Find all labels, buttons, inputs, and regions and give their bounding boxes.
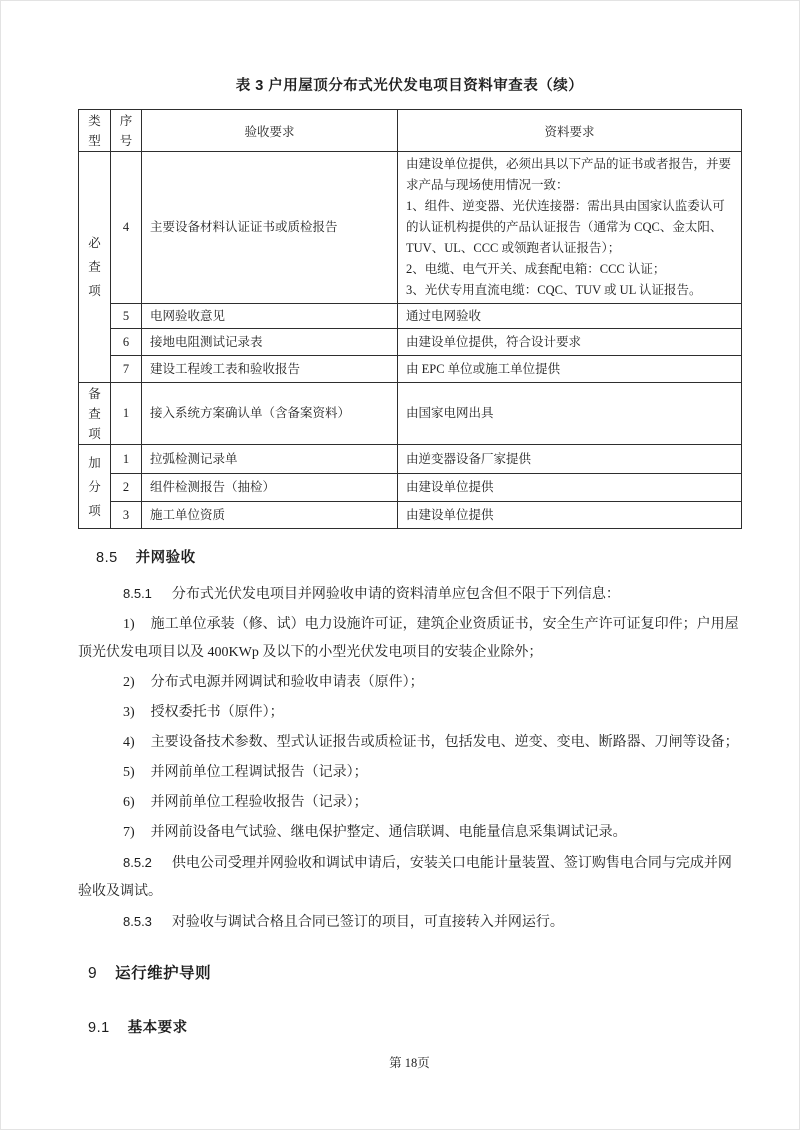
section-number: 9 (88, 965, 98, 982)
column-header-requirement: 验收要求 (142, 110, 398, 152)
clause-number: 8.5.3 (123, 914, 152, 929)
table-row (79, 304, 742, 329)
requirement-cell: 电网验收意见 (142, 304, 398, 329)
material-cell: 由逆变器设备厂家提供 (398, 445, 742, 474)
material-line: 2、电缆、电气开关、成套配电箱：CCC 认证； (406, 262, 666, 276)
seq-cell: 5 (111, 304, 142, 329)
list-item-6 (78, 789, 741, 817)
section-heading-8-5 (96, 546, 741, 567)
list-marker: 7) (123, 825, 135, 840)
section-heading-9-1 (88, 1016, 741, 1037)
seq-cell: 7 (111, 356, 142, 383)
seq-cell: 1 (111, 445, 142, 474)
table-row (79, 502, 742, 529)
clause-text: 分布式光伏发电项目并网验收申请的资料清单应包含但不限于下列信息： (171, 587, 620, 602)
material-line: 1、组件、逆变器、光伏连接器：需出具由国家认监委认可的认证机构提供的产品认证报告（通常为 CQC、金太阳、TUV、UL、CCC 或领跑者认证报告）； (406, 199, 725, 255)
table-row (79, 152, 742, 304)
list-marker: 5) (123, 765, 135, 780)
page-number: 第 18页 (389, 1056, 430, 1070)
list-text: 并网前设备电气试验、继电保护整定、通信联调、电能量信息采集调试记录。 (150, 825, 627, 840)
list-item-2 (78, 669, 741, 697)
paragraph-8-5-1 (78, 580, 741, 609)
list-item-5 (78, 759, 741, 787)
seq-cell: 4 (111, 152, 142, 304)
paragraph-8-5-3 (78, 908, 741, 937)
review-table (78, 109, 742, 529)
table-title: 表 3 户用屋顶分布式光伏发电项目资料审查表（续） (235, 78, 584, 94)
material-cell: 由建设单位提供 (398, 474, 742, 502)
list-item-3 (78, 699, 741, 727)
material-cell: 由国家电网出具 (398, 383, 742, 445)
requirement-cell: 接入系统方案确认单（含备案资料） (142, 383, 398, 445)
list-marker: 6) (123, 795, 135, 810)
material-cell: 由 EPC 单位或施工单位提供 (398, 356, 742, 383)
list-marker: 3) (123, 705, 135, 720)
requirement-cell: 接地电阻测试记录表 (142, 329, 398, 356)
paragraph-8-5-2 (78, 849, 741, 906)
list-text: 分布式电源并网调试和验收申请表（原件）； (150, 675, 424, 690)
table-row (79, 356, 742, 383)
seq-cell: 2 (111, 474, 142, 502)
table-header-row (79, 110, 742, 152)
group-label: 加分项 (88, 455, 101, 518)
list-marker: 1) (123, 617, 135, 632)
material-cell: 由建设单位提供 (398, 502, 742, 529)
column-header-seq-label: 序号 (119, 113, 133, 148)
requirement-cell: 施工单位资质 (142, 502, 398, 529)
list-item-4 (78, 729, 741, 757)
list-marker: 2) (123, 675, 135, 690)
seq-cell: 6 (111, 329, 142, 356)
list-item-7 (78, 819, 741, 847)
clause-number: 8.5.1 (123, 586, 152, 601)
table-row (79, 329, 742, 356)
table-row (79, 445, 742, 474)
requirement-cell: 组件检测报告（抽检） (142, 474, 398, 502)
requirement-cell: 拉弧检测记录单 (142, 445, 398, 474)
section-number: 9.1 (88, 1020, 110, 1036)
requirement-cell: 建设工程竣工表和验收报告 (142, 356, 398, 383)
list-text: 并网前单位工程调试报告（记录）； (150, 765, 368, 780)
list-text: 施工单位承装（修、试）电力设施许可证，建筑企业资质证书，安全生产许可证复印件；户用屋顶光伏发电项目以及 400KWp 及以下的小型光伏发电项目的安装企业除外； (78, 617, 739, 660)
seq-cell: 3 (111, 502, 142, 529)
clause-number: 8.5.2 (123, 855, 152, 870)
list-text: 并网前单位工程验收报告（记录）； (150, 795, 368, 810)
group-label: 备查项 (88, 386, 101, 441)
list-text: 主要设备技术参数、型式认证报告或质检证书，包括发电、逆变、变电、断路器、刀闸等设备； (150, 735, 739, 750)
material-cell: 通过电网验收 (398, 304, 742, 329)
material-cell (398, 152, 742, 304)
group-cell-reference (79, 383, 111, 445)
section-title: 并网验收 (135, 550, 196, 566)
clause-text: 供电公司受理并网验收和调试申请后，安装关口电能计量装置、签订购售电合同与完成并网验收及调试。 (78, 856, 732, 899)
material-line: 3、光伏专用直流电缆：CQC、TUV 或 UL 认证报告。 (406, 283, 702, 297)
list-text: 授权委托书（原件）； (150, 705, 284, 720)
column-header-material: 资料要求 (398, 110, 742, 152)
group-label: 必查项 (88, 236, 101, 298)
list-item-1 (78, 611, 741, 667)
column-header-type (79, 110, 111, 152)
requirement-cell: 主要设备材料认证证书或质检报告 (142, 152, 398, 304)
seq-cell: 1 (111, 383, 142, 445)
group-cell-mandatory (79, 152, 111, 383)
material-cell: 由建设单位提供，符合设计要求 (398, 329, 742, 356)
material-line: 由建设单位提供，必须出具以下产品的证书或者报告，并要求产品与现场使用情况一致： (406, 157, 732, 192)
section-number: 8.5 (96, 550, 118, 566)
list-marker: 4) (123, 735, 135, 750)
clause-text: 对验收与调试合格且合同已签订的项目，可直接转入并网运行。 (171, 915, 564, 930)
table-row (79, 383, 742, 445)
section-title: 运行维护导则 (115, 965, 212, 982)
column-header-seq (111, 110, 142, 152)
group-cell-bonus (79, 445, 111, 529)
section-heading-9 (88, 961, 741, 983)
column-header-type-label: 类型 (88, 113, 101, 148)
section-title: 基本要求 (127, 1020, 188, 1036)
table-row (79, 474, 742, 502)
